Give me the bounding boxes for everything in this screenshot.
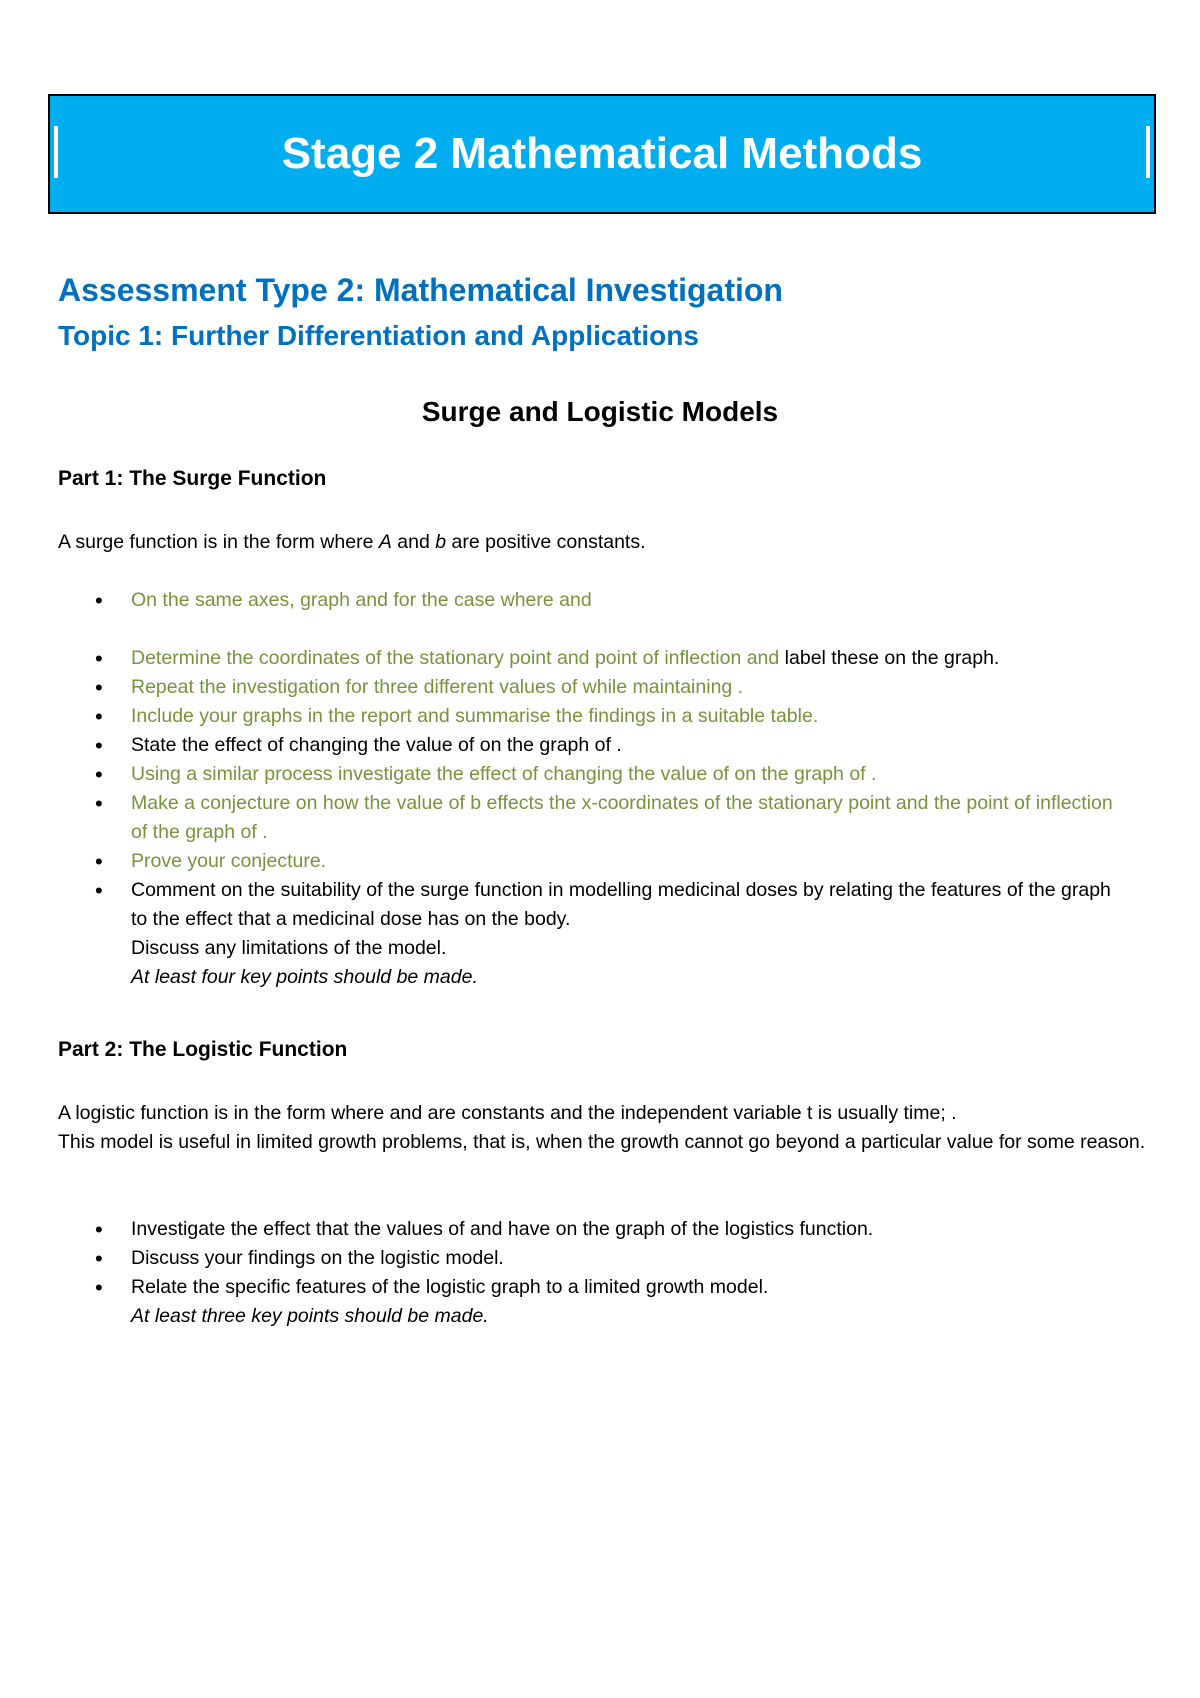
list-item-text: Comment on the suitability of the surge function in modelling medicinal doses by relating the features of the graph to the effect that a medicinal dose has on the body.	[131, 879, 1111, 930]
bullet-icon: •	[95, 878, 103, 903]
list-item-text: Make a conjecture on how the value of b effects the x-coordinates of the stationary point and the point of inflection of the graph of .	[131, 792, 1113, 843]
list-item	[0, 1273, 1131, 1331]
part2-intro	[58, 1099, 1158, 1157]
bullet-icon: •	[95, 1246, 103, 1271]
part1-heading: Part 1: The Surge Function	[58, 467, 327, 490]
bullet-icon: •	[95, 762, 103, 787]
list-item	[0, 847, 1131, 876]
list-item	[0, 876, 1131, 992]
list-item	[0, 1215, 1131, 1244]
list-item-subtext: Discuss any limitations of the model.	[131, 937, 447, 959]
list-item-text: Repeat the investigation for three different values of while maintaining .	[131, 676, 744, 698]
list-item	[0, 673, 1131, 702]
list-item	[0, 702, 1131, 731]
part2-heading: Part 2: The Logistic Function	[58, 1038, 348, 1061]
list-item-note: At least four key points should be made.	[131, 966, 478, 988]
list-item	[0, 1244, 1131, 1273]
list-item-text: Determine the coordinates of the stationary point and point of inflection and	[131, 647, 785, 669]
list-item-text: State the effect of changing the value of on the graph of .	[131, 734, 622, 756]
list-item-text-black: label these on the graph.	[784, 647, 1000, 669]
part1-bullet-list	[0, 586, 1200, 992]
list-item-text: On the same axes, graph and for the case where and	[131, 589, 592, 611]
document-title: Surge and Logistic Models	[421, 396, 779, 427]
banner-title: Stage 2 Mathematical Methods	[281, 129, 923, 178]
bullet-icon: •	[95, 646, 103, 671]
list-gap	[0, 615, 1131, 644]
bullet-icon: •	[95, 588, 103, 613]
part1-intro-var-a: A	[378, 531, 392, 553]
list-item-text: Discuss your findings on the logistic model.	[131, 1247, 504, 1269]
list-item	[0, 789, 1131, 847]
part1-intro-text-c: are positive constants.	[446, 531, 646, 553]
part1-intro-text-b: and	[391, 531, 436, 553]
part1-intro	[58, 528, 1158, 557]
part2-intro-line1: A logistic function is in the form where and are constants and the independent variable t is usually time; .	[58, 1102, 957, 1124]
bullet-icon: •	[95, 733, 103, 758]
bullet-icon: •	[95, 704, 103, 729]
list-item	[0, 760, 1131, 789]
topic-heading: Topic 1: Further Differentiation and Applications	[58, 320, 699, 351]
part1-intro-text-a: A surge function is in the form where	[58, 531, 379, 553]
list-item-text: Investigate the effect that the values of and have on the graph of the logistics function.	[131, 1218, 874, 1240]
bullet-icon: •	[95, 791, 103, 816]
assessment-type-heading: Assessment Type 2: Mathematical Investigation	[58, 272, 783, 308]
list-item	[0, 586, 1131, 615]
banner-right-bar	[1146, 126, 1150, 178]
list-item-text: Prove your conjecture.	[131, 850, 327, 872]
bullet-icon: •	[95, 849, 103, 874]
list-item-note: At least three key points should be made.	[131, 1305, 489, 1327]
title-banner	[48, 94, 1156, 214]
list-item	[0, 731, 1131, 760]
list-item	[0, 644, 1131, 673]
part2-bullet-list	[0, 1215, 1200, 1331]
list-item-text: Relate the specific features of the logistic graph to a limited growth model.	[131, 1276, 769, 1298]
bullet-icon: •	[95, 675, 103, 700]
bullet-icon: •	[95, 1217, 103, 1242]
part2-intro-line2: This model is useful in limited growth problems, that is, when the growth cannot go beyond a particular value for some reason.	[58, 1131, 1146, 1153]
part1-intro-var-b: b	[435, 531, 447, 553]
list-item-text: Using a similar process investigate the effect of changing the value of on the graph of .	[131, 763, 877, 785]
list-item-text: Include your graphs in the report and summarise the findings in a suitable table.	[131, 705, 819, 727]
bullet-icon: •	[95, 1275, 103, 1300]
